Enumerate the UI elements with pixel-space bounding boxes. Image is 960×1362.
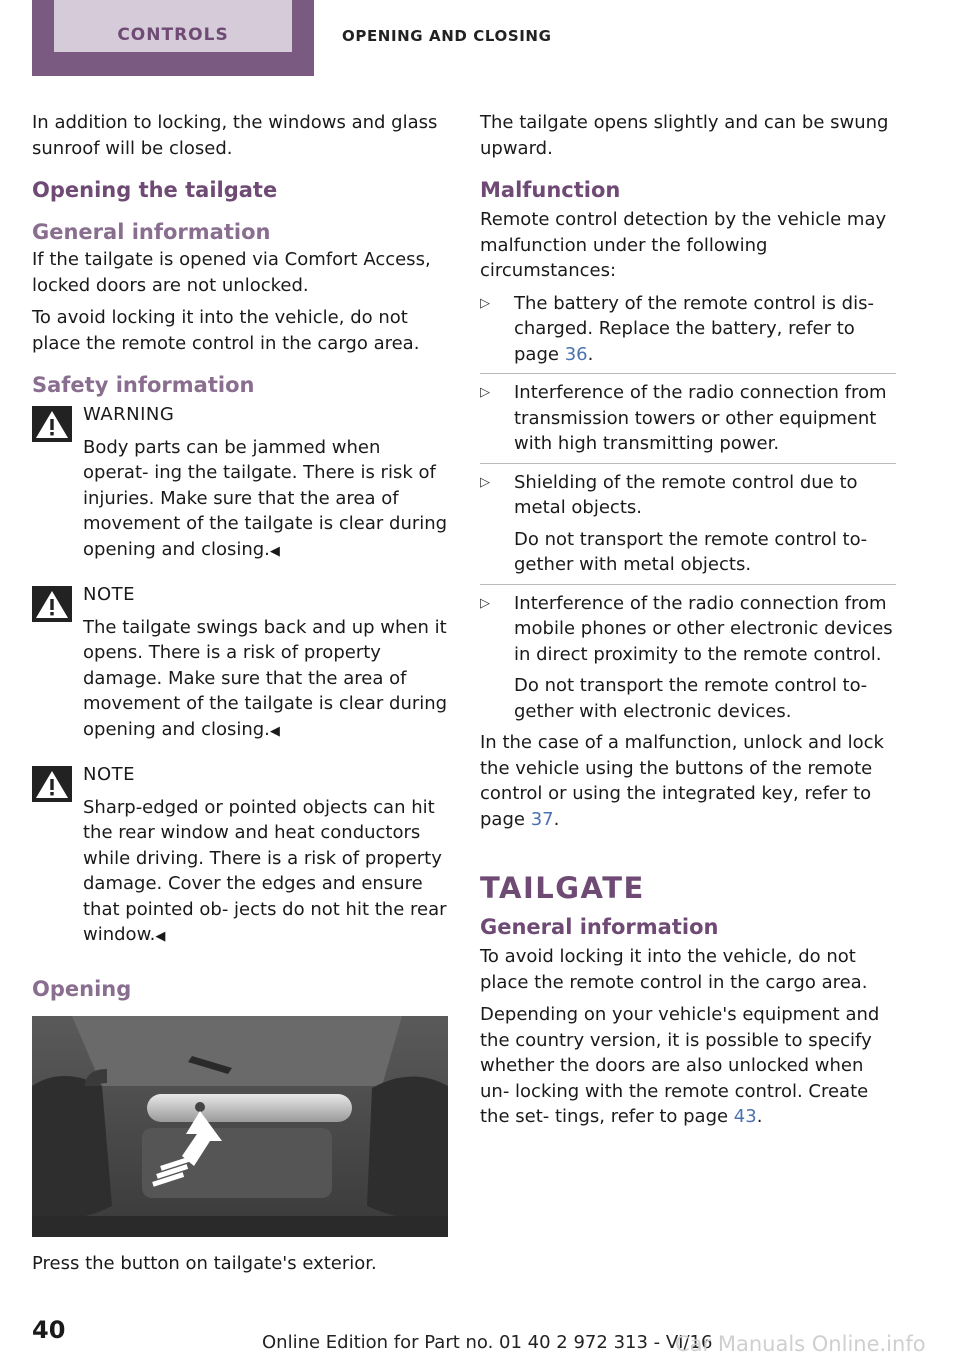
- warning-text: ing the tailgate. There is risk of injuries. Make sure that the area of movement of the tailgate is clear during opening and closing.: [83, 462, 448, 560]
- tailgate-paragraph-2: Depending on your vehicle's equipment and the country version, it is possible to specify whether the doors are also unlocked when un‐ locking with the remote control. Create the set‐ tings, refer to page: [480, 1004, 880, 1127]
- warning-block: [32, 402, 448, 564]
- header-tab: [32, 0, 314, 76]
- general-paragraph-2: To avoid locking it into the vehicle, do not place the remote control in the cargo area.: [32, 307, 420, 354]
- bullet-3-subtext: Do not transport the remote control to‐ gether with metal objects.: [514, 528, 868, 575]
- intro-paragraph: In addition to locking, the windows and glass sunroof will be closed.: [32, 112, 438, 159]
- heading-tailgate-general-information: General information: [480, 915, 719, 939]
- general-paragraph-1: If the tailgate is opened via Comfort Access, locked doors are not unlocked.: [32, 249, 431, 296]
- note-block-1: [32, 582, 448, 744]
- heading-malfunction: Malfunction: [480, 178, 621, 202]
- bullet-4-subtext: Do not transport the remote control to‐ gether with electronic devices.: [514, 675, 868, 722]
- list-item: [480, 470, 896, 578]
- bullet-marker-icon: ▷: [480, 295, 490, 311]
- heading-opening-tailgate: Opening the tailgate: [32, 178, 278, 202]
- note-title-1: NOTE: [83, 584, 136, 605]
- list-divider: [480, 463, 896, 464]
- warning-triangle-icon: [32, 406, 72, 442]
- malfunction-list: [480, 291, 896, 725]
- warning-triangle-icon: [32, 586, 72, 622]
- edition-footer: Online Edition for Part no. 01 40 2 972 313 - VI/16: [262, 1332, 713, 1353]
- end-mark: ◀: [155, 929, 166, 944]
- page-link-36[interactable]: 36: [564, 343, 588, 365]
- list-divider: [480, 373, 896, 374]
- bullet-3-text: Shielding of the remote control due to metal objects.: [514, 471, 858, 518]
- page-number: 40: [32, 1316, 66, 1344]
- list-item: [480, 380, 896, 457]
- heading-opening: Opening: [32, 976, 132, 1001]
- list-divider: [480, 584, 896, 585]
- bullet-4-text: Interference of the radio connection from mobile phones or other electronic devices in direct proximity to the remote control.: [514, 592, 893, 665]
- outro-period: .: [553, 808, 560, 830]
- header-section-title: OPENING AND CLOSING: [342, 27, 552, 45]
- end-mark: ◀: [269, 543, 280, 559]
- warning-text-line1: Body parts can be jammed when operat‐: [83, 436, 381, 483]
- heading-tailgate: TAILGATE: [480, 871, 645, 905]
- page-link-37[interactable]: 37: [530, 808, 554, 830]
- bullet-1-period: .: [587, 343, 594, 365]
- bullet-marker-icon: ▷: [480, 385, 490, 400]
- right-intro: The tailgate opens slightly and can be swung upward.: [480, 112, 889, 159]
- tailgate-paragraph-1: To avoid locking it into the vehicle, do not place the remote control in the cargo area.: [480, 946, 868, 993]
- bullet-2-text: Interference of the radio connection from transmission towers or other equipment with high transmitting power.: [514, 382, 887, 454]
- list-item: [480, 291, 896, 368]
- tailgate-photo: [32, 1016, 448, 1237]
- note-title-2: NOTE: [83, 764, 136, 785]
- bullet-1-text: The battery of the remote control is dis‐ charged. Replace the battery, refer to page: [514, 292, 874, 365]
- warning-triangle-icon: [32, 766, 72, 802]
- watermark: Car Manuals Online.info: [675, 1332, 926, 1356]
- right-column: [480, 110, 896, 1137]
- header-tab-label: CONTROLS: [54, 0, 292, 52]
- end-mark: ◀: [269, 723, 280, 739]
- malfunction-outro: In the case of a malfunction, unlock and lock the vehicle using the buttons of the remote control or using the integrated key, refer to page: [480, 732, 884, 830]
- bullet-marker-icon: ▷: [480, 474, 490, 490]
- tailgate-illustration: [32, 1016, 448, 1237]
- photo-caption: Press the button on tailgate's exterior.: [32, 1252, 377, 1274]
- note-2-text: the rear window and heat conductors while driving. There is a risk of property damage. Cover the edges and ensure that pointed ob‐ jects do not hit the rear window.: [83, 822, 447, 945]
- heading-safety-information: Safety information: [32, 373, 255, 397]
- note-1-line1: The tailgate swings back and up when it: [83, 616, 447, 638]
- note-block-2: [32, 762, 448, 950]
- bullet-marker-icon: ▷: [480, 595, 490, 611]
- malfunction-intro: Remote control detection by the vehicle may malfunction under the following circumstances:: [480, 209, 887, 281]
- page-link-43[interactable]: 43: [733, 1106, 757, 1127]
- warning-title: WARNING: [83, 404, 175, 425]
- note-1-text: opens. There is a risk of property damage. Make sure that the area of movement of the tailgate is clear during opening and closing.: [83, 642, 448, 740]
- heading-general-information: General information: [32, 220, 271, 244]
- left-column: [32, 110, 448, 1283]
- note-2-line1: Sharp-edged or pointed objects can hit: [83, 796, 435, 818]
- tailgate-p2-period: .: [756, 1106, 763, 1127]
- list-item: [480, 591, 896, 725]
